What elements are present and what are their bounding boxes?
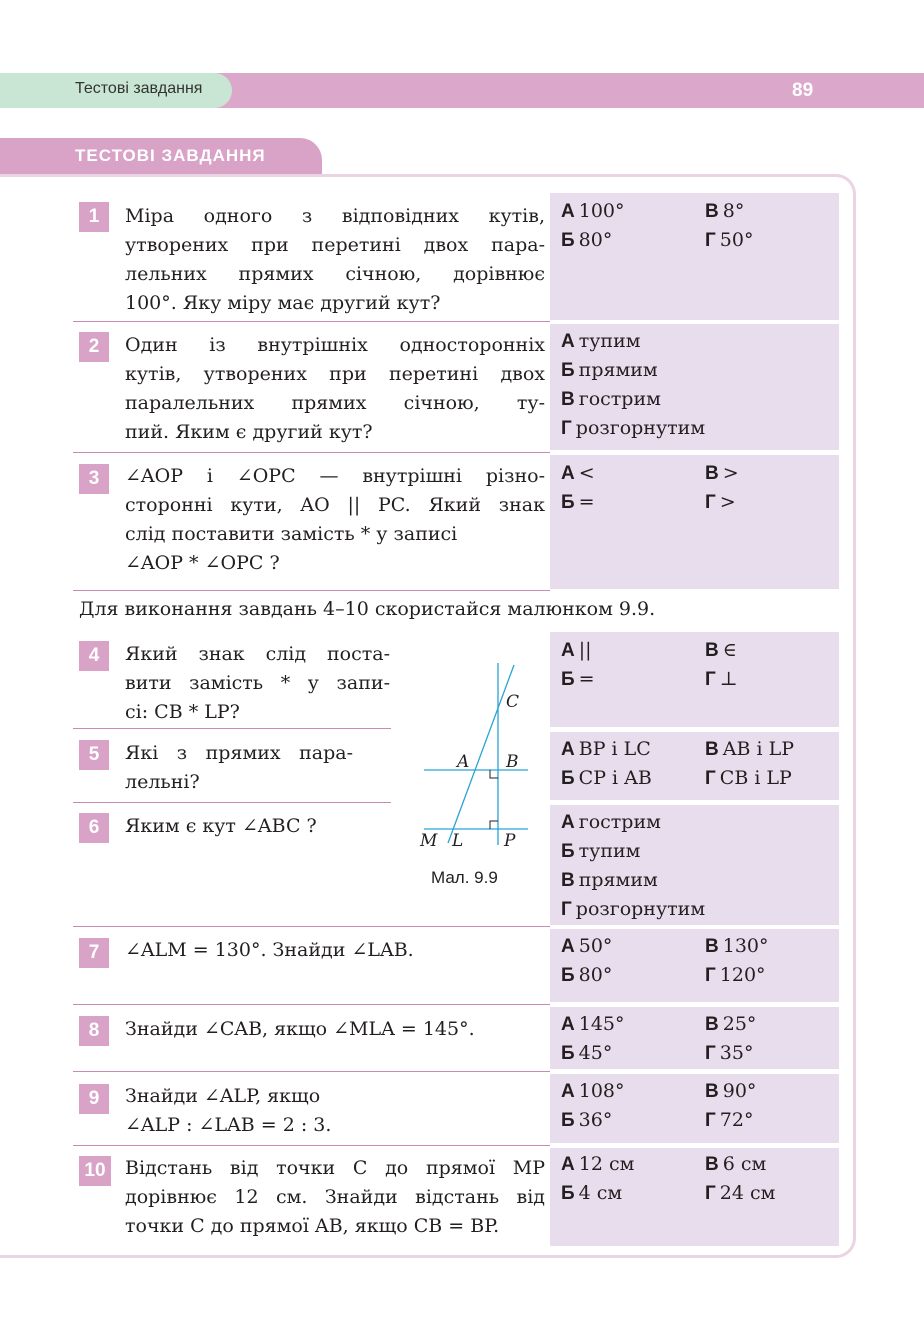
option[interactable]: В AB і LP [705,738,794,760]
option[interactable]: Б 4 см [561,1182,623,1204]
option[interactable]: Г 50° [705,229,754,251]
row-separator [73,926,550,927]
label-l: L [452,831,464,851]
task-question: Які з прямих пара- лельні? [125,742,353,793]
row-separator [73,321,550,322]
option[interactable]: А тупим [561,330,641,352]
option[interactable]: Б 36° [561,1109,613,1131]
option[interactable]: В > [705,462,739,484]
task-number: 1 [79,202,109,232]
option[interactable]: Г розгорнутим [561,898,706,920]
task-number: 10 [79,1156,111,1186]
task-question: Один із внутрішніх односторонніх кутів, утворених при перетині двох паралельних прямих січною, ту- пий. Яким є другий кут? [125,334,545,443]
task-question: Відстань від точки C до прямої MP дорівнює 12 см. Знайди відстань від точки C до прямої AB, якщо CB = BP. [125,1157,545,1237]
option[interactable]: Б 80° [561,964,613,986]
task-question: ∠AOP і ∠OPC — внутрішні різно- сторонні кути, AO || PC. Який знак слід поставити замість * у записі ∠AOP * ∠OPC ? [125,465,545,574]
task-number: 7 [79,938,109,968]
option[interactable]: В ∈ [705,639,737,661]
option[interactable]: Б = [561,668,595,690]
option[interactable]: Б тупим [561,840,641,862]
option[interactable]: Б = [561,491,595,513]
task-number: 4 [79,641,109,671]
option[interactable]: А 145° [561,1013,625,1035]
option[interactable]: А 50° [561,935,613,957]
option[interactable]: Б 80° [561,229,613,251]
label-m: M [420,831,438,851]
task-number: 6 [79,813,109,843]
task-number: 8 [79,1016,109,1046]
row-separator [73,728,391,729]
row-separator [73,1145,550,1146]
option[interactable]: В 130° [705,935,769,957]
option[interactable]: Г 120° [705,964,766,986]
section-title: ТЕСТОВІ ЗАВДАННЯ [75,146,266,165]
row-separator [73,452,550,453]
figure-9-9 [410,655,550,855]
task-number: 9 [79,1084,109,1114]
task-question: Міра одного з відповідних кутів, утворених при перетині двох пара- лельних прямих січною, дорівнює 100°. Яку міру має другий кут? [125,205,545,314]
option[interactable]: А гострим [561,811,661,833]
row-separator [73,590,550,591]
row-separator [73,1071,550,1072]
label-b: B [506,752,519,772]
task-number: 5 [79,740,109,770]
option[interactable]: А 100° [561,200,625,222]
task-question: Яким є кут ∠ABC ? [125,815,317,837]
task-question: Знайди ∠ALP, якщо ∠ALP : ∠LAB = 2 : 3. [125,1085,332,1136]
label-a: A [457,752,470,772]
option[interactable]: В гострим [561,388,661,410]
option[interactable]: В 25° [705,1013,757,1035]
task-question: ∠ALM = 130°. Знайди ∠LAB. [125,939,414,961]
option[interactable]: Б 45° [561,1042,613,1064]
option[interactable]: А 12 см [561,1153,635,1175]
row-separator [73,1004,550,1005]
option[interactable]: А BP і LC [561,738,651,760]
option[interactable]: Г розгорнутим [561,417,706,439]
option[interactable]: Б прямим [561,359,658,381]
option[interactable]: Г 24 см [705,1182,776,1204]
option[interactable]: В 6 см [705,1153,767,1175]
figure-caption: Мал. 9.9 [431,868,498,887]
task-question: Знайди ∠CAB, якщо ∠MLA = 145°. [125,1018,475,1040]
option[interactable]: А < [561,462,595,484]
page-number: 89 [792,80,814,101]
option[interactable]: А 108° [561,1080,625,1102]
intro-text: Для виконання завдань 4–10 скористайся малюнком 9.9. [79,598,656,620]
option[interactable]: Б CP і AB [561,767,652,789]
option[interactable]: Г ⊥ [705,668,738,690]
label-p: P [504,831,516,851]
option[interactable]: В прямим [561,869,658,891]
option[interactable]: Г > [705,491,736,513]
option[interactable]: А || [561,639,592,661]
row-separator [73,802,391,803]
option[interactable]: Г CB і LP [705,767,792,789]
option[interactable]: В 8° [705,200,745,222]
task-question: Який знак слід поста- вити замість * у запи- сі: CB * LP? [125,643,390,723]
option[interactable]: Г 35° [705,1042,754,1064]
option[interactable]: Г 72° [705,1109,754,1131]
task-number: 2 [79,332,109,362]
option[interactable]: В 90° [705,1080,757,1102]
task-number: 3 [79,464,109,494]
header-title: Тестові завдання [75,80,203,97]
label-c: C [506,692,520,712]
